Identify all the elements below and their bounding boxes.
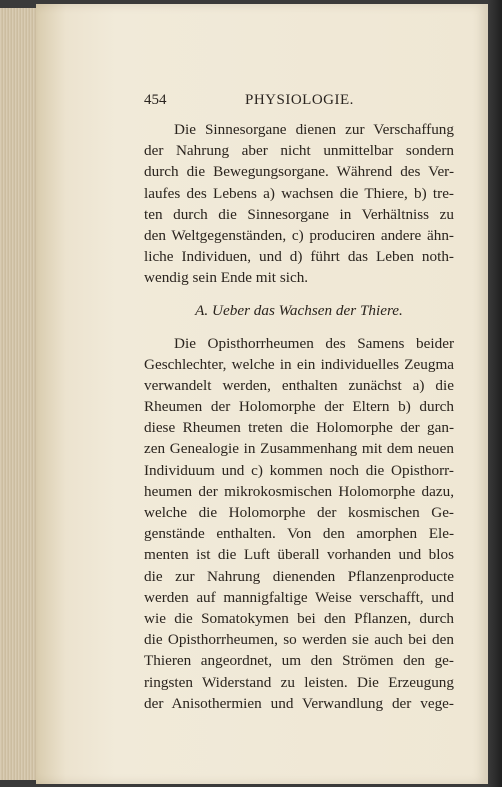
paragraph-2 <box>144 333 454 714</box>
text-line: diese Rheumen treten die Holomorphe der gan- <box>144 419 454 437</box>
text-line: verwandelt werden, enthalten zunächst a) die <box>144 376 454 394</box>
text-line: ringsten Widerstand zu leisten. Die Erzeugung <box>144 673 454 691</box>
text-line: durch die Bewegungsorgane. Während des Ver- <box>144 163 454 181</box>
text-line: der Anisothermien und Verwandlung der vege- <box>144 694 454 712</box>
text-line: den Weltgegenständen, c) produciren andere ähn- <box>144 226 454 244</box>
text-line: Geschlechter, welche in ein individuelles Zeugma <box>144 355 454 373</box>
paragraph-1 <box>144 119 454 289</box>
page-edges <box>0 8 37 780</box>
text-line: wie die Somatokymen bei den Pflanzen, durch <box>144 609 454 627</box>
text-line: zen Genealogie in Zusammenhang mit dem neuen <box>144 440 454 458</box>
text-line: die Opisthorrheumen, so werden sie auch bei den <box>144 631 454 649</box>
text-line: wendig sein Ende mit sich. <box>144 269 309 287</box>
body-text <box>144 119 454 714</box>
text-line: der Nahrung aber nicht unmittelbar sondern <box>144 142 454 160</box>
text-line: die zur Nahrung dienenden Pflanzenproducte <box>144 567 454 585</box>
text-line: ten durch die Sinnesorgane in Verhältniss zu <box>144 205 454 223</box>
page-header <box>144 92 456 112</box>
book-right-shadow <box>488 0 502 787</box>
text-line: Individuum und c) kommen noch die Opisthorr- <box>144 461 454 479</box>
text-line: menten ist die Luft überall vorhanden und blos <box>144 546 454 564</box>
text-line: Die Sinnesorgane dienen zur Verschaffung <box>174 121 454 138</box>
section-heading: A. Ueber das Wachsen der Thiere. <box>195 301 403 319</box>
text-line: heumen der mikrokosmischen Holomorphe dazu, <box>144 482 454 500</box>
page-number: 454 <box>144 92 167 108</box>
text-line: Rheumen der Holomorphe der Eltern b) durch <box>144 398 454 416</box>
text-line: Die Opisthorrheumen des Samens beider <box>174 334 454 352</box>
text-line: laufes des Lebens a) wachsen die Thiere, b) tre- <box>144 184 454 202</box>
text-line: liche Individuen, und d) führt das Leben noth- <box>144 248 454 266</box>
text-line: welche die Holomorphe der kosmischen Ge- <box>144 504 454 521</box>
text-line: Thieren angeordnet, um den Strömen den ge- <box>144 652 454 670</box>
text-line: genstände enthalten. Von den amorphen Ele- <box>144 525 454 543</box>
running-head: PHYSIOLOGIE. <box>245 92 354 108</box>
text-line: werden auf mannigfaltige Weise verschafft, und <box>144 588 454 606</box>
